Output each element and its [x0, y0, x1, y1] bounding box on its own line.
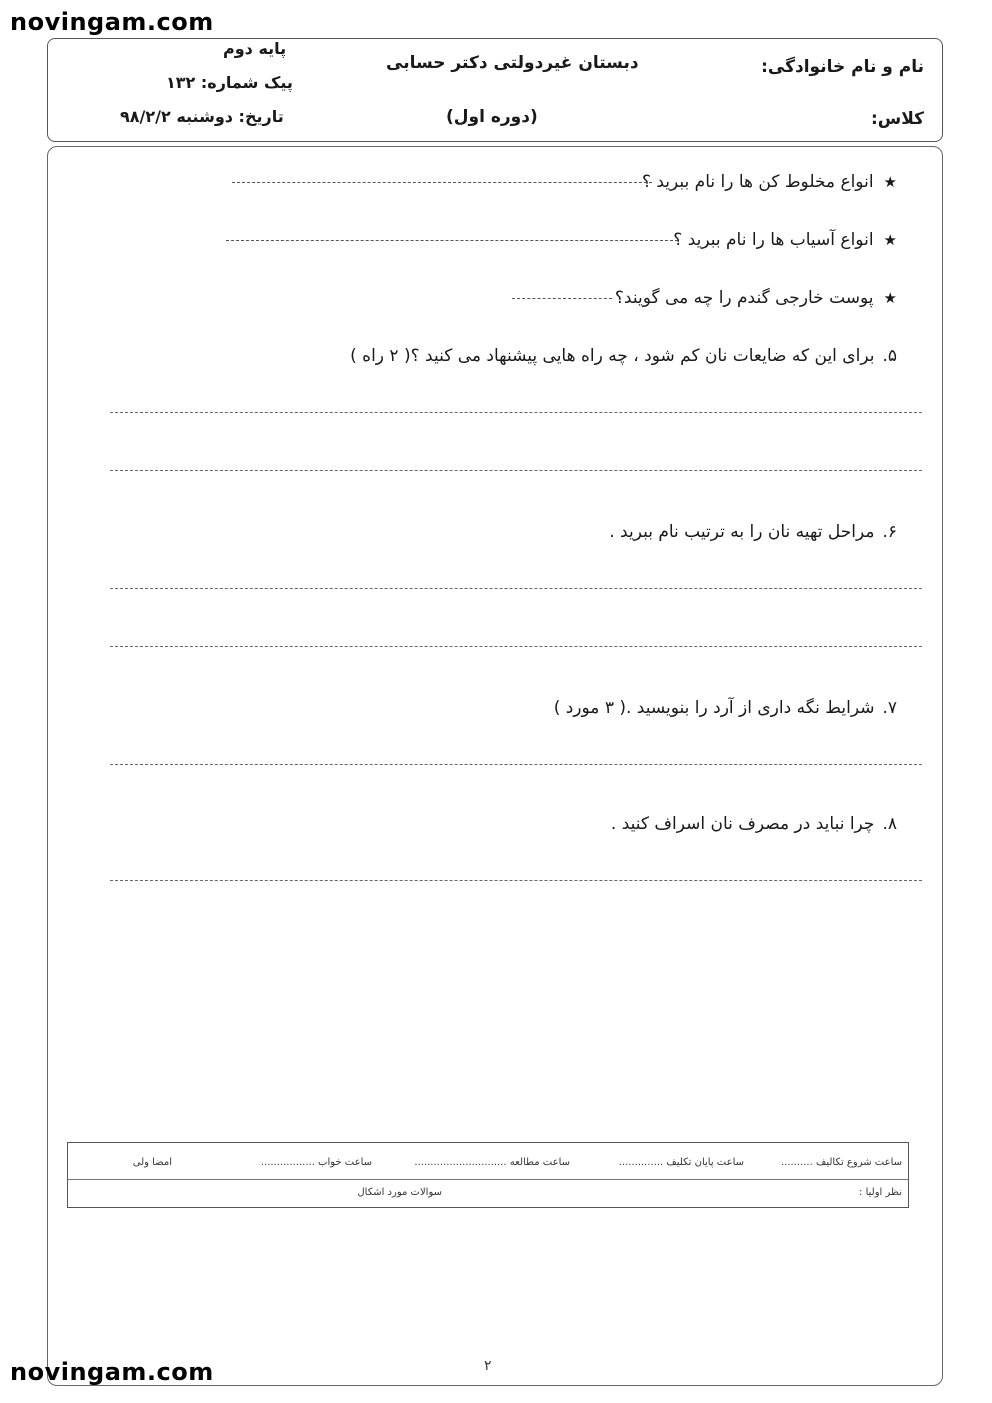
page-number: ۲	[484, 1358, 492, 1374]
question-number: ۵.	[882, 346, 897, 366]
sleep-time-field[interactable]: ساعت خواب .................	[260, 1157, 372, 1168]
name-label: نام و نام خانوادگی:	[761, 57, 924, 77]
answer-line[interactable]	[110, 880, 922, 881]
answer-line[interactable]	[110, 646, 922, 647]
star-icon: ★	[883, 289, 897, 307]
question-number: ۸.	[882, 814, 897, 834]
study-time-field[interactable]: ساعت مطالعه .............................	[414, 1157, 570, 1168]
question-5	[350, 346, 897, 366]
question-8	[611, 814, 897, 834]
answer-line[interactable]	[110, 764, 922, 765]
question-1	[642, 172, 897, 192]
watermark-bottom: novingam.com	[10, 1358, 214, 1386]
problem-questions-label: سوالات مورد اشکال	[357, 1187, 442, 1198]
header-box	[47, 38, 943, 142]
watermark-top: novingam.com	[10, 8, 214, 36]
grade-label: پایه دوم	[223, 39, 287, 58]
question-7	[554, 698, 897, 718]
pack-number: پیک شماره: ۱۳۲	[166, 73, 293, 92]
end-time-field[interactable]: ساعت پایان تکلیف ..............	[618, 1157, 744, 1168]
star-icon: ★	[883, 173, 897, 191]
answer-line[interactable]	[110, 588, 922, 589]
question-text: انواع مخلوط کن ها را نام ببرید ؟	[641, 172, 874, 192]
school-name: دبستان غیردولتی دکتر حسابی	[386, 53, 639, 73]
question-text: انواع آسیاب ها را نام ببرید ؟	[673, 230, 874, 250]
question-2	[673, 230, 897, 250]
answer-line[interactable]	[512, 298, 612, 299]
question-text: شرایط نگه داری از آرد را بنویسید .( ۳ مورد )	[553, 698, 875, 718]
start-time-field[interactable]: ساعت شروع تکالیف ..........	[781, 1157, 902, 1168]
question-text: پوست خارجی گندم را چه می گویند؟	[614, 288, 874, 308]
question-number: ۶.	[882, 522, 897, 542]
question-number: ۷.	[882, 698, 897, 718]
answer-line[interactable]	[110, 412, 922, 413]
star-icon: ★	[883, 231, 897, 249]
answer-line[interactable]	[110, 470, 922, 471]
question-text: مراحل تهیه نان را به ترتیب نام ببرید .	[609, 522, 875, 542]
question-text: چرا نباید در مصرف نان اسراف کنید .	[610, 814, 875, 834]
footer-times-row	[68, 1157, 908, 1180]
question-text: برای این که ضایعات نان کم شود ، چه راه هایی پیشنهاد می کنید ؟( ۲ راه )	[350, 346, 875, 366]
footer-box	[67, 1142, 909, 1208]
parent-signature-label: امضا ولی	[132, 1157, 172, 1168]
remarks-label: نظر اولیا :	[859, 1187, 902, 1198]
question-3	[615, 288, 897, 308]
class-label: کلاس:	[870, 109, 924, 129]
question-6	[609, 522, 897, 542]
date-label: تاریخ: دوشنبه ۹۸/۲/۲	[120, 107, 284, 126]
period-label: (دوره اول)	[446, 107, 538, 127]
answer-line[interactable]	[226, 240, 678, 241]
answer-line[interactable]	[232, 182, 652, 183]
